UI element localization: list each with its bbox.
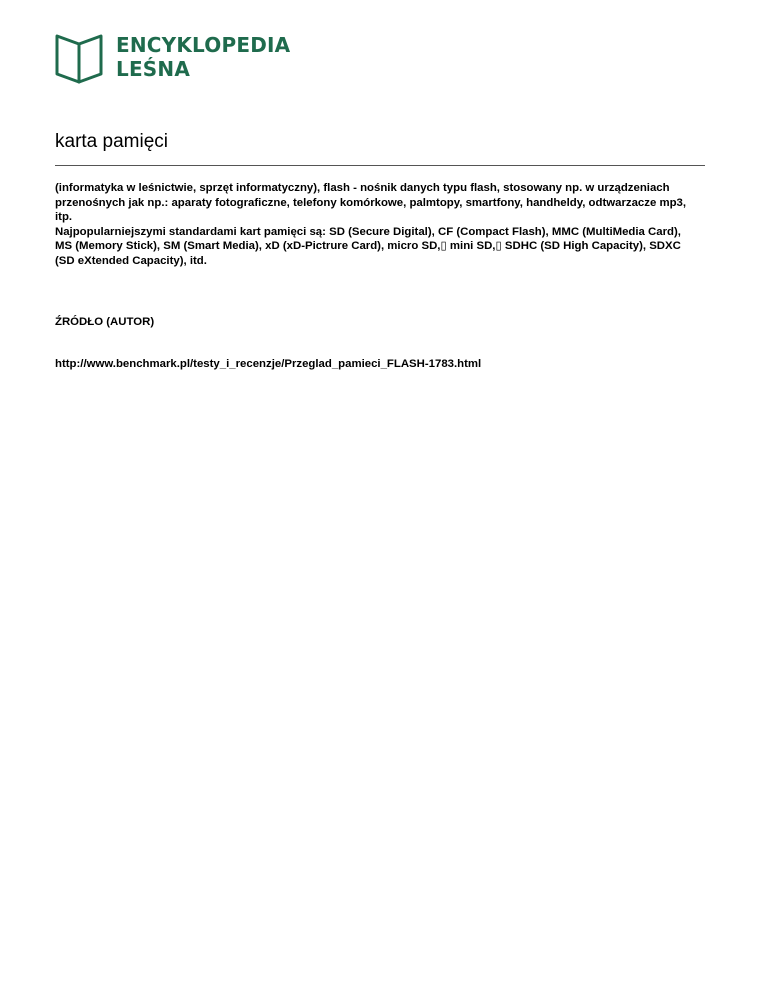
article-body <box>55 181 695 269</box>
paragraph-standards: Najpopularniejszymi standardami kart pamięci są: SD (Secure Digital), CF (Compact Flash), MMC (MultiMedia Card), MS (Memory Stick), SM (Smart Media), xD (xD-Pictrure Card), micro SD,▯ mini SD,▯ SDHC (SD High Capacity), SDXC (SD eXtended Capacity), itd. <box>55 225 681 267</box>
title-divider <box>55 165 705 166</box>
open-book-icon <box>54 30 104 84</box>
source-heading: ŹRÓDŁO (AUTOR) <box>55 316 155 328</box>
source-url: http://www.benchmark.pl/testy_i_recenzje/Przeglad_pamieci_FLASH-1783.html <box>55 358 482 370</box>
paragraph-definition: (informatyka w leśnictwie, sprzęt informatyczny), flash - nośnik danych typu flash, stosowany np. w urządzeniach przenośnych jak np.: aparaty fotograficzne, telefony komórkowe, palmtopy, smartfony, handheldy, odtwarzacze mp3, itp. <box>55 182 687 224</box>
logo <box>54 30 290 84</box>
page-title: karta pamięci <box>55 131 168 152</box>
logo-line-2: LEŚNA <box>116 57 191 81</box>
logo-text <box>116 33 290 81</box>
logo-line-1: ENCYKLOPEDIA <box>116 33 291 57</box>
